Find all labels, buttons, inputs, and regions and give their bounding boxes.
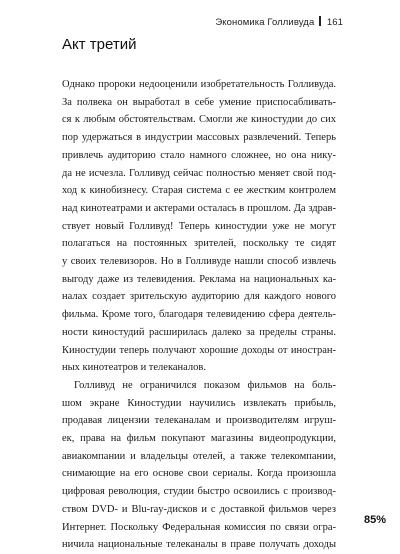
text-line: ством DVD- и Blu-ray-дисков и с доставкой фильмов через — [62, 503, 336, 515]
text-line: ных кинотеатров и телеканалов. — [62, 362, 207, 374]
text-line: Голливуд не ограничился показом фильмов на боль- — [74, 379, 336, 391]
running-header — [215, 16, 343, 28]
text-line: шом экране Киностудии научились извлекать прибыль, — [62, 397, 336, 409]
text-line: налах создает зрительскую аудиторию для каждого нового — [62, 291, 336, 303]
paragraph — [62, 377, 336, 554]
text-line: продавая лицензии телеканалам и производителям игруш- — [62, 415, 336, 427]
header-separator — [319, 16, 321, 26]
text-line: у своих телевизоров. Но в Голливуде нашли способ извлечь — [62, 256, 336, 268]
book-title: Экономика Голливуда — [215, 17, 315, 28]
body-text — [62, 76, 336, 554]
text-line: привлечь аудиторию стало намного сложнее, но она нику- — [62, 149, 336, 161]
page-number: 161 — [326, 17, 343, 28]
reading-progress: 85% — [363, 514, 386, 526]
text-line: выгоду даже из телевидения. Реклама на национальных ка- — [62, 273, 336, 285]
text-line: пор удержаться в индустрии массовых развлечений. Теперь — [62, 132, 336, 144]
text-line: ности киностудий расширилась далеко за пределы страны. — [62, 326, 336, 338]
text-line: цифровая революция, студии быстро освоились с производ- — [62, 486, 336, 498]
paragraph — [62, 76, 336, 377]
text-line: Киностудии теперь получают хорошие доходы от иностран- — [62, 344, 336, 356]
text-line: ек, права на фильм покупают магазины видеопродукции, — [62, 433, 336, 445]
section-title: Акт третий — [62, 36, 137, 53]
text-line: снимающие на его основе свои сериалы. Когда произошла — [62, 468, 336, 480]
text-line: Интернет. Поскольку Федеральная комиссия по связи огра- — [62, 521, 336, 533]
text-line: Однако пророки недооценили изобретательность Голливуда. — [62, 79, 336, 90]
text-line: ход к кинобизнесу. Старая система с ее жестким контролем — [62, 185, 336, 197]
text-line: полагаться на постоянных зрителей, поскольку те сидят — [62, 238, 336, 250]
text-line: ся к любым обстоятельствам. Смогли же киностудии до сих — [62, 114, 336, 126]
text-line: За полвека он выработал в себе умение приспосабливать- — [62, 96, 336, 108]
text-line: фильма. Кроме того, благодаря телевидению сфера деятель- — [62, 309, 336, 321]
text-line: над кинотеатрами и актерами осталась в прошлом. Да здрав- — [62, 202, 336, 214]
text-line: ствует новый Голливуд! Теперь киностудии уже не могут — [62, 220, 336, 232]
text-line: ничила национальные телеканалы в праве получать доходы — [62, 539, 336, 551]
text-line: авиакомпании и владельцы отелей, а также телекомпании, — [62, 450, 336, 462]
text-line: да не исчезла. Голливуд сейчас полностью меняет свой под- — [62, 167, 336, 179]
